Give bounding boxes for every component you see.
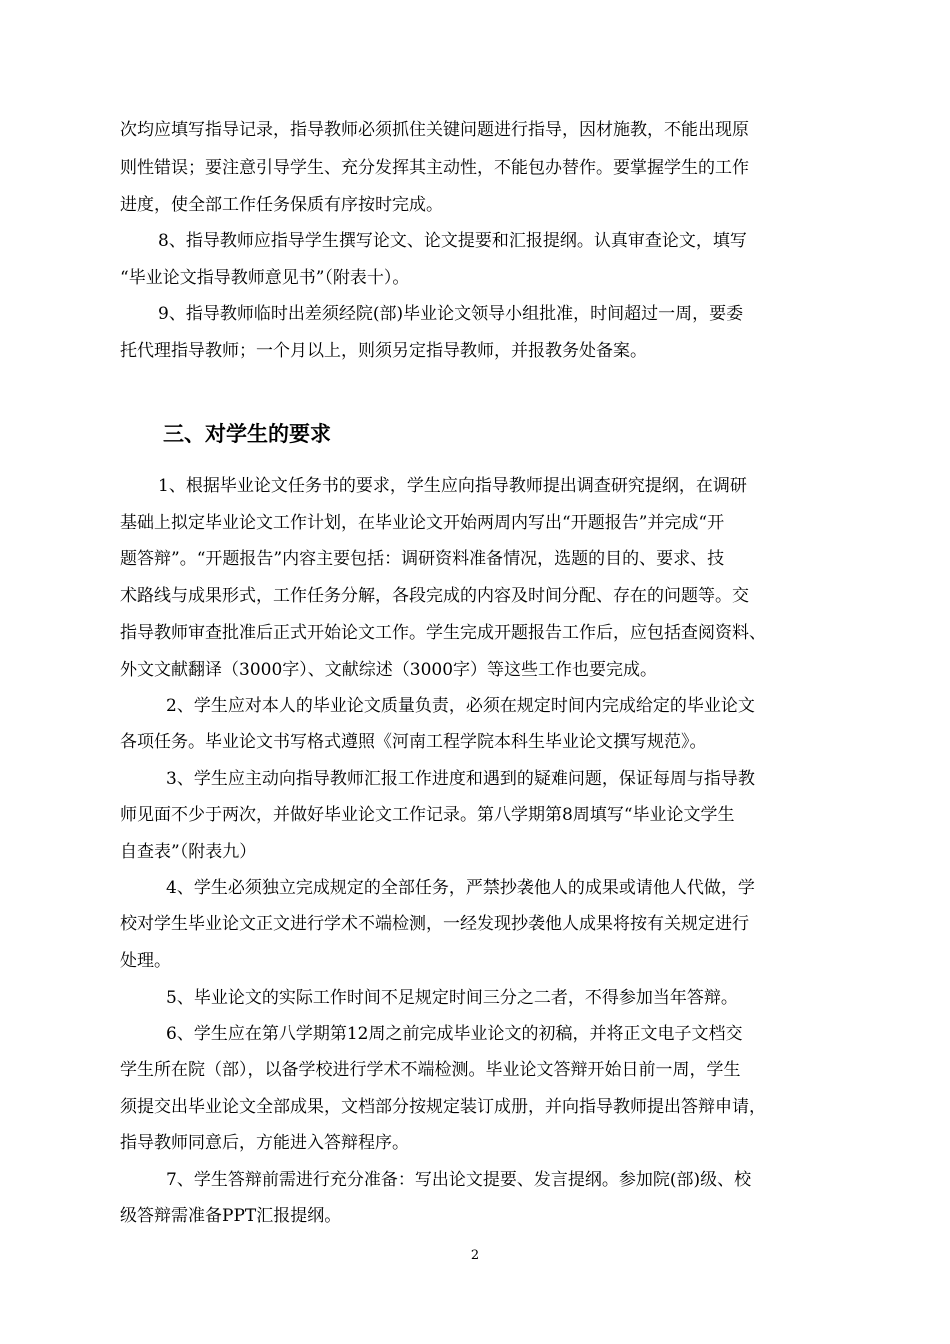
text-line: “毕业论文指导教师意见书”（附表十）。 (120, 268, 410, 288)
section-heading: 三、对学生的要求 (163, 422, 331, 446)
text-line: 则性错误；要注意引导学生、充分发挥其主动性，不能包办替作。要掌握学生的工作 (120, 158, 749, 178)
text-line: 指导教师审查批准后正式开始论文工作。学生完成开题报告工作后，应包括查阅资料、 (120, 623, 766, 643)
text-line: 8、指导教师应指导学生撰写论文、论文提要和汇报提纲。认真审查论文，填写 (158, 231, 747, 251)
text-line: 各项任务。毕业论文书写格式遵照《河南工程学院本科生毕业论文撰写规范》。 (120, 732, 707, 752)
text-line: 指导教师同意后，方能进入答辩程序。 (120, 1133, 409, 1153)
text-line: 级答辩需准备PPT汇报提纲。 (120, 1206, 342, 1226)
text-line: 7、学生答辩前需进行充分准备：写出论文提要、发言提纲。参加院(部)级、校 (166, 1170, 752, 1190)
text-line: 1、根据毕业论文任务书的要求，学生应向指导教师提出调查研究提纲，在调研 (158, 476, 747, 496)
text-line: 处理。 (120, 951, 171, 971)
text-line: 2、学生应对本人的毕业论文质量负责，必须在规定时间内完成给定的毕业论文 (166, 696, 755, 716)
text-line: 进度，使全部工作任务保质有序按时完成。 (120, 195, 443, 215)
text-line: 9、指导教师临时出差须经院(部)毕业论文领导小组批准，时间超过一周，要委 (158, 304, 744, 324)
page-number: 2 (470, 1248, 480, 1263)
text-line: 基础上拟定毕业论文工作计划，在毕业论文开始两周内写出“开题报告”并完成“开 (120, 513, 725, 533)
text-line: 自查表”（附表九） (120, 842, 257, 862)
text-line: 3、学生应主动向指导教师汇报工作进度和遇到的疑难问题，保证每周与指导教 (166, 769, 755, 789)
text-line: 托代理指导教师；一个月以上，则须另定指导教师，并报教务处备案。 (120, 341, 647, 361)
text-line: 外文文献翻译（3000字）、文献综述（3000字）等这些工作也要完成。 (120, 660, 658, 680)
text-line: 须提交出毕业论文全部成果，文档部分按规定装订成册，并向指导教师提出答辩申请， (120, 1097, 766, 1117)
text-line: 师见面不少于两次，并做好毕业论文工作记录。第八学期第8周填写“毕业论文学生 (120, 805, 735, 825)
text-line: 术路线与成果形式，工作任务分解，各段完成的内容及时间分配、存在的问题等。交 (120, 586, 749, 606)
text-line: 学生所在院（部），以备学校进行学术不端检测。毕业论文答辩开始日前一周，学生 (120, 1060, 741, 1080)
text-line: 次均应填写指导记录，指导教师必须抓住关键问题进行指导，因材施教，不能出现原 (120, 120, 749, 140)
text-line: 题答辩”。“开题报告”内容主要包括：调研资料准备情况，选题的目的、要求、技 (120, 549, 725, 569)
text-line: 6、学生应在第八学期第12周之前完成毕业论文的初稿，并将正文电子文档交 (166, 1024, 743, 1044)
text-line: 5、毕业论文的实际工作时间不足规定时间三分之二者，不得参加当年答辩。 (166, 988, 738, 1008)
text-line: 4、学生必须独立完成规定的全部任务，严禁抄袭他人的成果或请他人代做，学 (166, 878, 755, 898)
text-line: 校对学生毕业论文正文进行学术不端检测，一经发现抄袭他人成果将按有关规定进行 (120, 914, 749, 934)
